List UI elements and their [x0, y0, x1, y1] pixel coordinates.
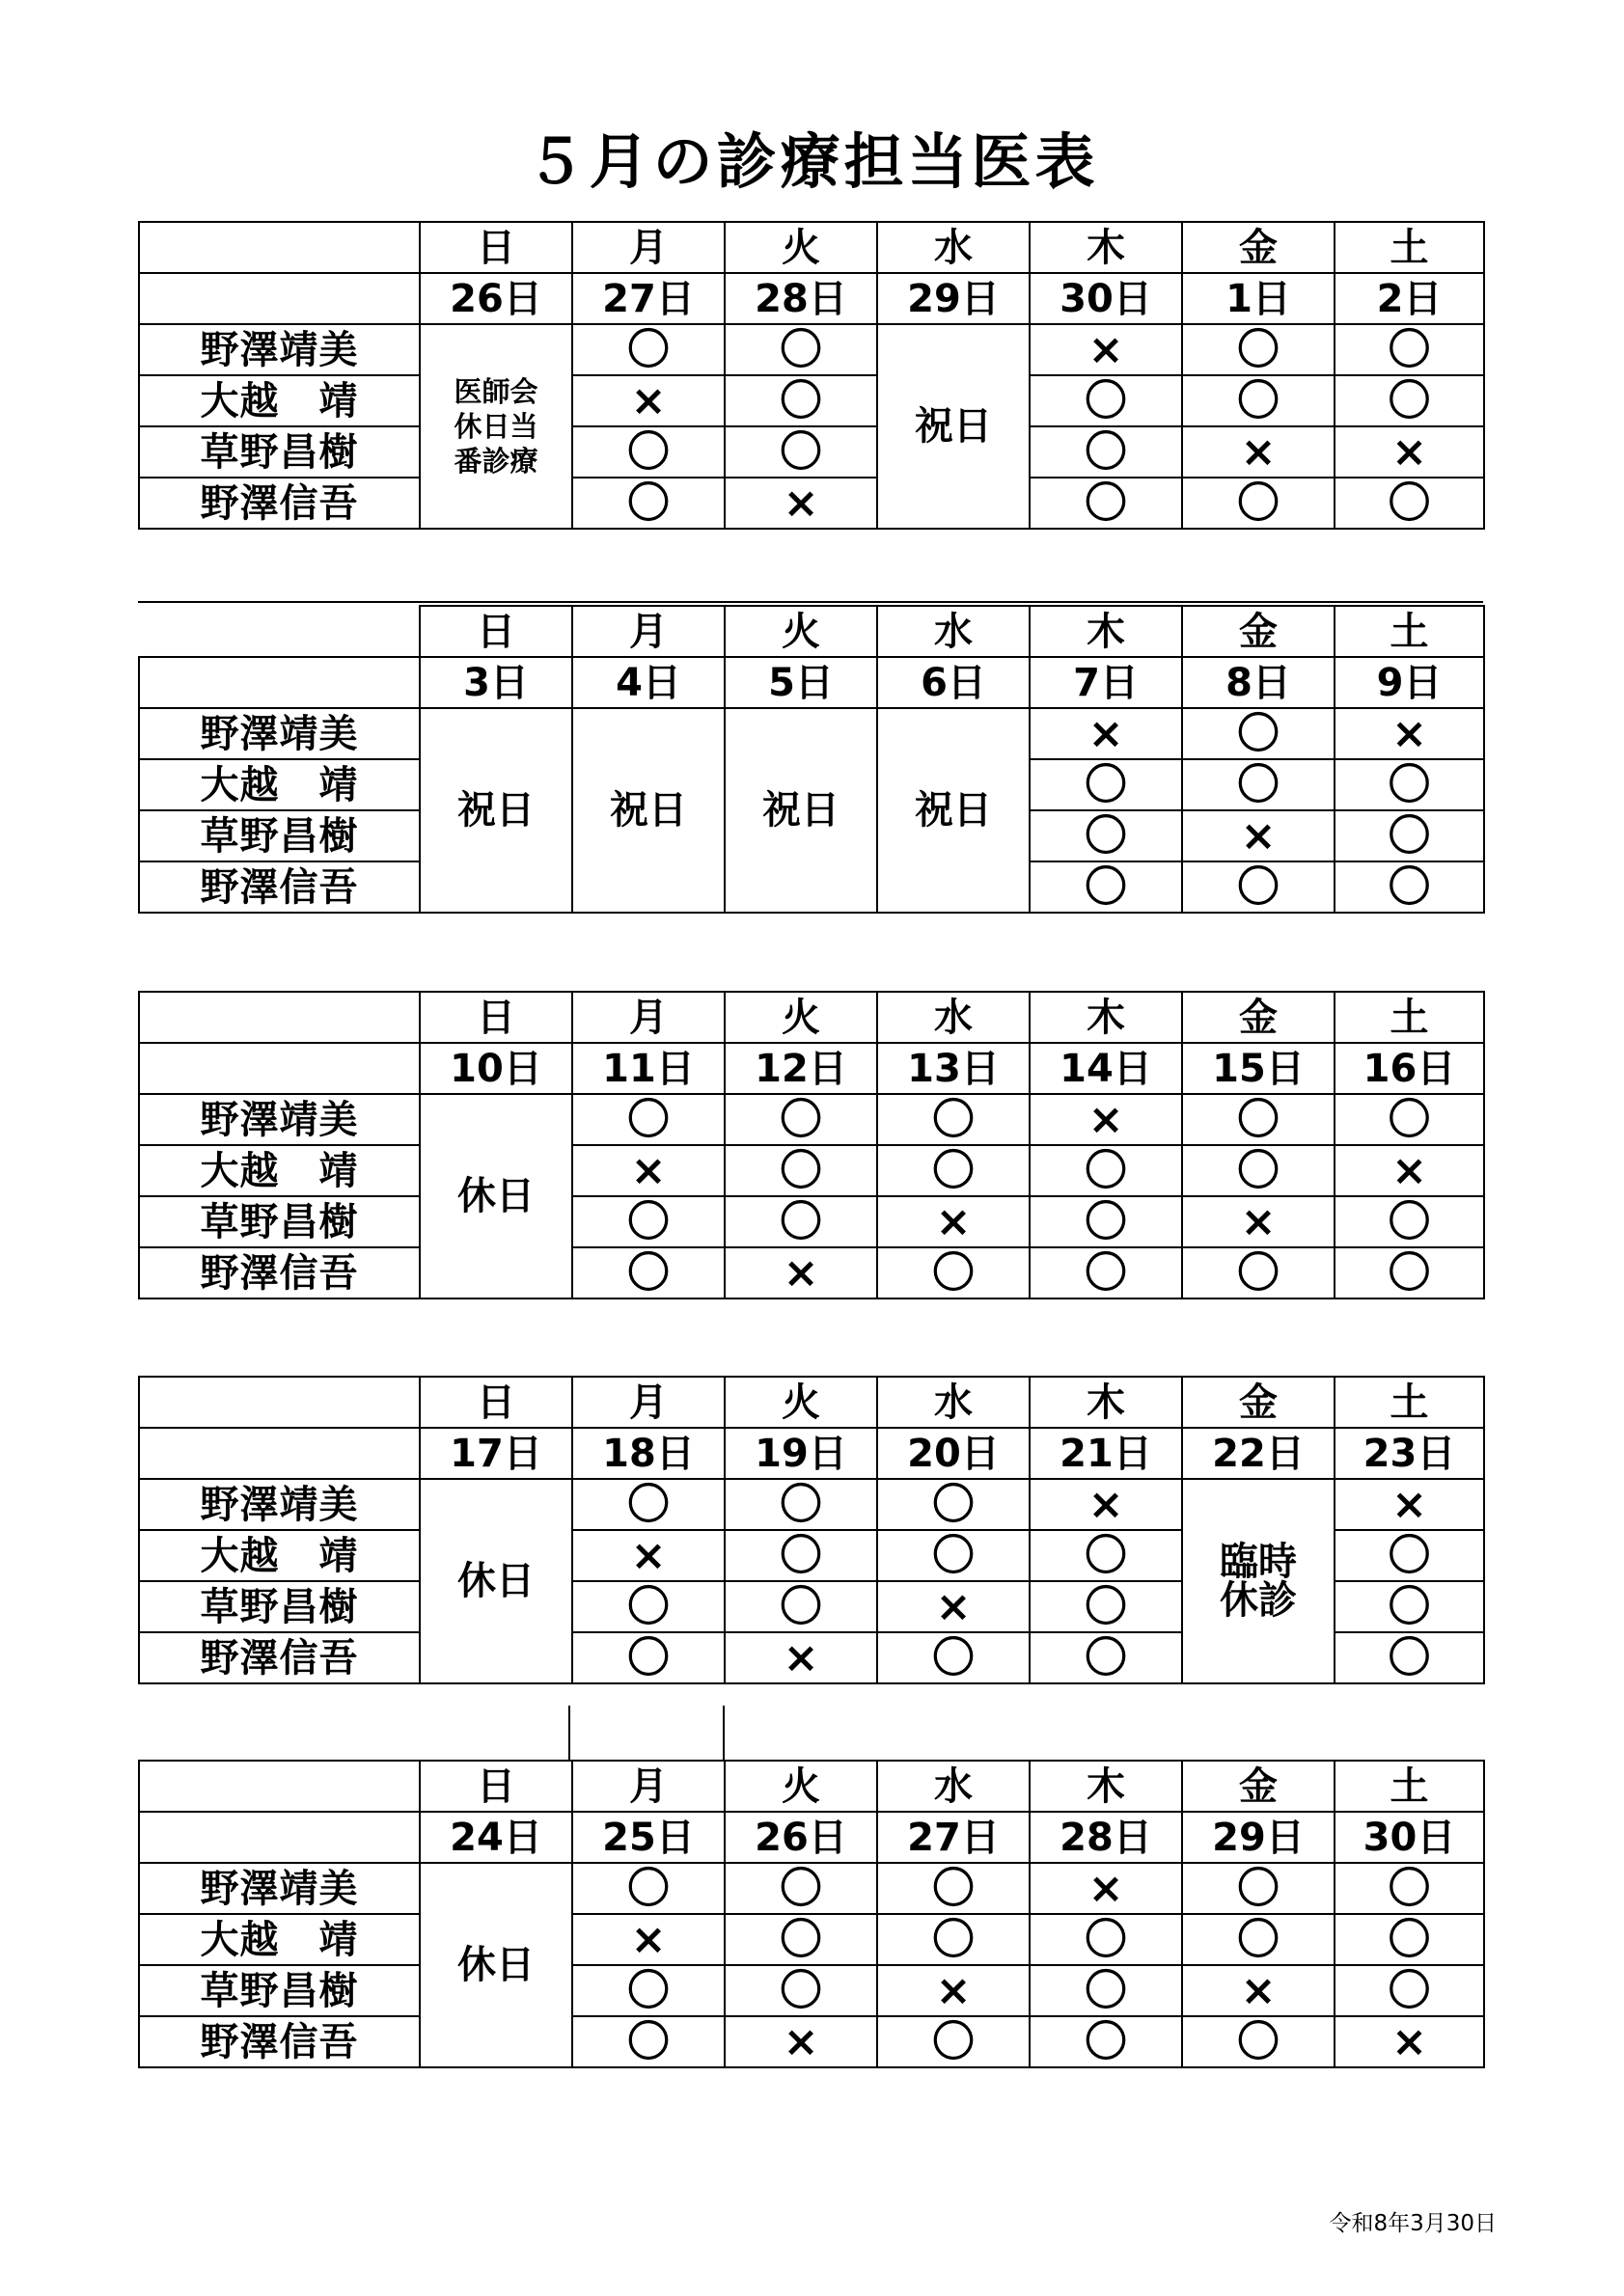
- availability-mark: ×: [1335, 1145, 1484, 1196]
- weekday-header: 日: [420, 606, 572, 657]
- doctor-name: 野澤靖美: [139, 1094, 420, 1145]
- availability-mark: 〇: [1030, 375, 1182, 426]
- corner-cell: [139, 273, 420, 324]
- date-header: 19日: [725, 1428, 877, 1479]
- weekday-header: 木: [1030, 606, 1182, 657]
- doctor-row: [139, 1914, 1484, 1965]
- weekday-header: 金: [1182, 222, 1335, 273]
- availability-mark: 〇: [1335, 1914, 1484, 1965]
- doctor-name: 草野昌樹: [139, 1581, 420, 1632]
- availability-mark: 〇: [1030, 478, 1182, 529]
- weekday-header: 火: [725, 992, 877, 1043]
- date-header: 2日: [1335, 273, 1484, 324]
- weekday-row: [139, 1377, 1484, 1428]
- week-table-4: [138, 1376, 1485, 1684]
- doctor-row: [139, 1479, 1484, 1530]
- closed-day-label-line: 休診: [1220, 1578, 1297, 1623]
- doctor-row: [139, 2016, 1484, 2067]
- date-header: 25日: [572, 1812, 725, 1863]
- date-header: 26日: [420, 273, 572, 324]
- availability-mark: 〇: [1335, 1965, 1484, 2016]
- availability-mark: ×: [1030, 1479, 1182, 1530]
- availability-mark: 〇: [1182, 1863, 1335, 1914]
- date-header: 30日: [1030, 273, 1182, 324]
- weekday-header: 土: [1335, 992, 1484, 1043]
- availability-mark: 〇: [725, 1530, 877, 1581]
- availability-mark: 〇: [725, 426, 877, 478]
- availability-mark: ×: [877, 1965, 1030, 2016]
- availability-mark: ×: [725, 1632, 877, 1683]
- doctor-row: [139, 708, 1484, 759]
- date-header: 23日: [1335, 1428, 1484, 1479]
- weekday-row: [139, 606, 1484, 657]
- date-header: 29日: [877, 273, 1030, 324]
- corner-cell: [139, 1043, 420, 1094]
- doctor-name: 野澤靖美: [139, 708, 420, 759]
- weekday-header: 金: [1182, 1761, 1335, 1812]
- closed-day-cell: [420, 324, 572, 529]
- closed-day-cell: 祝日: [420, 708, 572, 913]
- doctor-row: [139, 1965, 1484, 2016]
- closed-day-cell: 祝日: [877, 324, 1030, 529]
- availability-mark: 〇: [1182, 324, 1335, 375]
- availability-mark: 〇: [1182, 2016, 1335, 2067]
- availability-mark: 〇: [725, 1914, 877, 1965]
- doctor-row: [139, 1863, 1484, 1914]
- availability-mark: 〇: [877, 1145, 1030, 1196]
- availability-mark: ×: [725, 478, 877, 529]
- doctor-row: [139, 324, 1484, 375]
- availability-mark: 〇: [1030, 1581, 1182, 1632]
- availability-mark: 〇: [1030, 1530, 1182, 1581]
- availability-mark: 〇: [1182, 708, 1335, 759]
- weekday-header: 木: [1030, 222, 1182, 273]
- availability-mark: 〇: [572, 1581, 725, 1632]
- weekday-header: 火: [725, 222, 877, 273]
- closed-day-label-line: 医師会: [454, 374, 538, 408]
- availability-mark: 〇: [572, 2016, 725, 2067]
- availability-mark: 〇: [1182, 1247, 1335, 1298]
- corner-cell: [139, 222, 420, 273]
- availability-mark: 〇: [572, 1479, 725, 1530]
- availability-mark: 〇: [1335, 1632, 1484, 1683]
- closed-day-cell: 休日: [420, 1479, 572, 1683]
- doctor-name: 野澤靖美: [139, 1479, 420, 1530]
- availability-mark: 〇: [877, 1479, 1030, 1530]
- availability-mark: 〇: [1182, 759, 1335, 810]
- doctor-name: 草野昌樹: [139, 1965, 420, 2016]
- corner-cell: [139, 992, 420, 1043]
- weekday-header: 土: [1335, 1377, 1484, 1428]
- doctor-name: 野澤信吾: [139, 861, 420, 913]
- week-table-2: [138, 605, 1485, 914]
- availability-mark: ×: [1335, 2016, 1484, 2067]
- availability-mark: 〇: [1335, 1094, 1484, 1145]
- availability-mark: 〇: [725, 324, 877, 375]
- availability-mark: 〇: [1030, 2016, 1182, 2067]
- availability-mark: 〇: [572, 1094, 725, 1145]
- availability-mark: ×: [877, 1581, 1030, 1632]
- weekday-row: [139, 1761, 1484, 1812]
- availability-mark: 〇: [1030, 861, 1182, 913]
- closed-day-cell: 休日: [420, 1094, 572, 1298]
- availability-mark: 〇: [1335, 861, 1484, 913]
- availability-mark: ×: [1030, 708, 1182, 759]
- divider-line: [138, 601, 1483, 603]
- doctor-name: 草野昌樹: [139, 426, 420, 478]
- availability-mark: 〇: [1030, 1247, 1182, 1298]
- weekday-row: [139, 222, 1484, 273]
- doctor-row: [139, 1094, 1484, 1145]
- weekday-header: 水: [877, 1761, 1030, 1812]
- weekday-header: 月: [572, 1761, 725, 1812]
- availability-mark: 〇: [572, 478, 725, 529]
- date-header: 18日: [572, 1428, 725, 1479]
- weekday-header: 日: [420, 992, 572, 1043]
- availability-mark: 〇: [1335, 1581, 1484, 1632]
- doctor-name: 草野昌樹: [139, 1196, 420, 1247]
- closed-day-cell: 祝日: [725, 708, 877, 913]
- date-header: 29日: [1182, 1812, 1335, 1863]
- table-gap-cell: [568, 1706, 725, 1760]
- availability-mark: 〇: [1335, 375, 1484, 426]
- weekday-header: 火: [725, 1761, 877, 1812]
- date-header: 16日: [1335, 1043, 1484, 1094]
- availability-mark: 〇: [1335, 1247, 1484, 1298]
- closed-day-label-line: 臨時: [1220, 1540, 1297, 1584]
- availability-mark: 〇: [1182, 375, 1335, 426]
- weekday-header: 木: [1030, 1761, 1182, 1812]
- weekday-header: 水: [877, 992, 1030, 1043]
- date-header: 8日: [1182, 657, 1335, 708]
- week-table-5: [138, 1760, 1485, 2068]
- availability-mark: 〇: [572, 1965, 725, 2016]
- weekday-header: 月: [572, 1377, 725, 1428]
- date-row: [139, 1428, 1484, 1479]
- weekday-header: 木: [1030, 992, 1182, 1043]
- availability-mark: 〇: [572, 426, 725, 478]
- availability-mark: 〇: [572, 1632, 725, 1683]
- availability-mark: 〇: [1030, 1914, 1182, 1965]
- date-header: 17日: [420, 1428, 572, 1479]
- date-header: 27日: [572, 273, 725, 324]
- doctor-name: 野澤信吾: [139, 1247, 420, 1298]
- availability-mark: ×: [1182, 1196, 1335, 1247]
- doctor-name: 大越 靖: [139, 1914, 420, 1965]
- weekday-header: 金: [1182, 606, 1335, 657]
- availability-mark: 〇: [1030, 1145, 1182, 1196]
- date-row: [139, 1812, 1484, 1863]
- availability-mark: 〇: [1182, 1914, 1335, 1965]
- availability-mark: ×: [1335, 708, 1484, 759]
- date-header: 7日: [1030, 657, 1182, 708]
- availability-mark: 〇: [877, 1914, 1030, 1965]
- weekday-header: 水: [877, 222, 1030, 273]
- availability-mark: 〇: [877, 1632, 1030, 1683]
- weekday-row: [139, 992, 1484, 1043]
- availability-mark: 〇: [572, 324, 725, 375]
- availability-mark: ×: [1335, 1479, 1484, 1530]
- date-header: 21日: [1030, 1428, 1182, 1479]
- date-header: 1日: [1182, 273, 1335, 324]
- availability-mark: 〇: [877, 2016, 1030, 2067]
- availability-mark: 〇: [725, 1863, 877, 1914]
- doctor-row: [139, 426, 1484, 478]
- doctor-name: 大越 靖: [139, 1530, 420, 1581]
- availability-mark: 〇: [1335, 478, 1484, 529]
- date-header: 28日: [1030, 1812, 1182, 1863]
- availability-mark: 〇: [1030, 1632, 1182, 1683]
- date-row: [139, 657, 1484, 708]
- doctor-row: [139, 478, 1484, 529]
- availability-mark: 〇: [725, 1479, 877, 1530]
- availability-mark: 〇: [725, 375, 877, 426]
- availability-mark: ×: [572, 1145, 725, 1196]
- availability-mark: 〇: [725, 1196, 877, 1247]
- availability-mark: 〇: [725, 1094, 877, 1145]
- corner-cell: [139, 1428, 420, 1479]
- availability-mark: 〇: [1335, 1196, 1484, 1247]
- availability-mark: 〇: [877, 1094, 1030, 1145]
- availability-mark: ×: [1030, 324, 1182, 375]
- date-header: 13日: [877, 1043, 1030, 1094]
- weekday-header: 水: [877, 1377, 1030, 1428]
- availability-mark: ×: [877, 1196, 1030, 1247]
- corner-cell: [139, 1812, 420, 1863]
- doctor-name: 野澤信吾: [139, 1632, 420, 1683]
- closed-day-label-line: 休日当: [454, 409, 538, 443]
- availability-mark: ×: [1182, 1965, 1335, 2016]
- doctor-name: 大越 靖: [139, 759, 420, 810]
- availability-mark: 〇: [1030, 810, 1182, 861]
- weekday-header: 木: [1030, 1377, 1182, 1428]
- doctor-name: 野澤信吾: [139, 478, 420, 529]
- availability-mark: 〇: [572, 1863, 725, 1914]
- doctor-name: 大越 靖: [139, 375, 420, 426]
- week-table-3: [138, 991, 1485, 1299]
- date-row: [139, 1043, 1484, 1094]
- availability-mark: 〇: [1182, 478, 1335, 529]
- weekday-header: 月: [572, 606, 725, 657]
- date-header: 26日: [725, 1812, 877, 1863]
- doctor-row: [139, 375, 1484, 426]
- availability-mark: 〇: [1030, 1196, 1182, 1247]
- doctor-row: [139, 1247, 1484, 1298]
- corner-cell: [139, 1761, 420, 1812]
- availability-mark: ×: [1030, 1094, 1182, 1145]
- date-header: 9日: [1335, 657, 1484, 708]
- availability-mark: 〇: [572, 1196, 725, 1247]
- issue-date: 令和8年3月30日: [1329, 2211, 1497, 2236]
- date-header: 28日: [725, 273, 877, 324]
- availability-mark: 〇: [1335, 810, 1484, 861]
- availability-mark: 〇: [1335, 1863, 1484, 1914]
- availability-mark: 〇: [1182, 861, 1335, 913]
- weekday-header: 土: [1335, 606, 1484, 657]
- weekday-header: 火: [725, 606, 877, 657]
- date-header: 27日: [877, 1812, 1030, 1863]
- doctor-name: 大越 靖: [139, 1145, 420, 1196]
- availability-mark: ×: [572, 1914, 725, 1965]
- weekday-header: 月: [572, 992, 725, 1043]
- date-header: 11日: [572, 1043, 725, 1094]
- doctor-name: 野澤信吾: [139, 2016, 420, 2067]
- availability-mark: 〇: [1182, 1145, 1335, 1196]
- availability-mark: ×: [572, 375, 725, 426]
- weekday-header: 金: [1182, 992, 1335, 1043]
- availability-mark: 〇: [725, 1965, 877, 2016]
- doctor-row: [139, 1196, 1484, 1247]
- date-header: 6日: [877, 657, 1030, 708]
- availability-mark: 〇: [1030, 759, 1182, 810]
- availability-mark: ×: [1030, 1863, 1182, 1914]
- closed-day-cell: 祝日: [572, 708, 725, 913]
- availability-mark: 〇: [1030, 1965, 1182, 2016]
- closed-day-cell: [1182, 1479, 1335, 1683]
- weekday-header: 土: [1335, 222, 1484, 273]
- date-header: 20日: [877, 1428, 1030, 1479]
- weekday-header: 月: [572, 222, 725, 273]
- doctor-row: [139, 1145, 1484, 1196]
- closed-day-cell: 休日: [420, 1863, 572, 2067]
- closed-day-cell: 祝日: [877, 708, 1030, 913]
- date-header: 12日: [725, 1043, 877, 1094]
- availability-mark: ×: [1182, 810, 1335, 861]
- date-row: [139, 273, 1484, 324]
- availability-mark: ×: [725, 1247, 877, 1298]
- availability-mark: 〇: [877, 1247, 1030, 1298]
- page-title: ５月の診療担当医表: [525, 126, 1099, 197]
- date-header: 10日: [420, 1043, 572, 1094]
- date-header: 3日: [420, 657, 572, 708]
- weekday-header: 日: [420, 1377, 572, 1428]
- availability-mark: 〇: [1030, 426, 1182, 478]
- date-header: 24日: [420, 1812, 572, 1863]
- availability-mark: 〇: [1335, 1530, 1484, 1581]
- availability-mark: 〇: [1335, 759, 1484, 810]
- availability-mark: 〇: [1182, 1094, 1335, 1145]
- corner-cell: [139, 1377, 420, 1428]
- availability-mark: ×: [572, 1530, 725, 1581]
- availability-mark: ×: [1182, 426, 1335, 478]
- doctor-name: 野澤靖美: [139, 1863, 420, 1914]
- availability-mark: ×: [725, 2016, 877, 2067]
- weekday-header: 日: [420, 222, 572, 273]
- doctor-name: 草野昌樹: [139, 810, 420, 861]
- date-header: 15日: [1182, 1043, 1335, 1094]
- availability-mark: 〇: [725, 1581, 877, 1632]
- weekday-header: 火: [725, 1377, 877, 1428]
- date-header: 22日: [1182, 1428, 1335, 1479]
- weekday-header: 水: [877, 606, 1030, 657]
- weekday-header: 土: [1335, 1761, 1484, 1812]
- week-table-1: [138, 221, 1485, 530]
- availability-mark: 〇: [877, 1530, 1030, 1581]
- date-header: 4日: [572, 657, 725, 708]
- availability-mark: 〇: [1335, 324, 1484, 375]
- date-header: 14日: [1030, 1043, 1182, 1094]
- corner-cell: [139, 657, 420, 708]
- closed-day-label-line: 番診療: [454, 445, 538, 478]
- date-header: 30日: [1335, 1812, 1484, 1863]
- weekday-header: 金: [1182, 1377, 1335, 1428]
- availability-mark: 〇: [877, 1863, 1030, 1914]
- availability-mark: 〇: [725, 1145, 877, 1196]
- corner-cell: [139, 606, 420, 657]
- doctor-name: 野澤靖美: [139, 324, 420, 375]
- availability-mark: 〇: [572, 1247, 725, 1298]
- date-header: 5日: [725, 657, 877, 708]
- availability-mark: ×: [1335, 426, 1484, 478]
- weekday-header: 日: [420, 1761, 572, 1812]
